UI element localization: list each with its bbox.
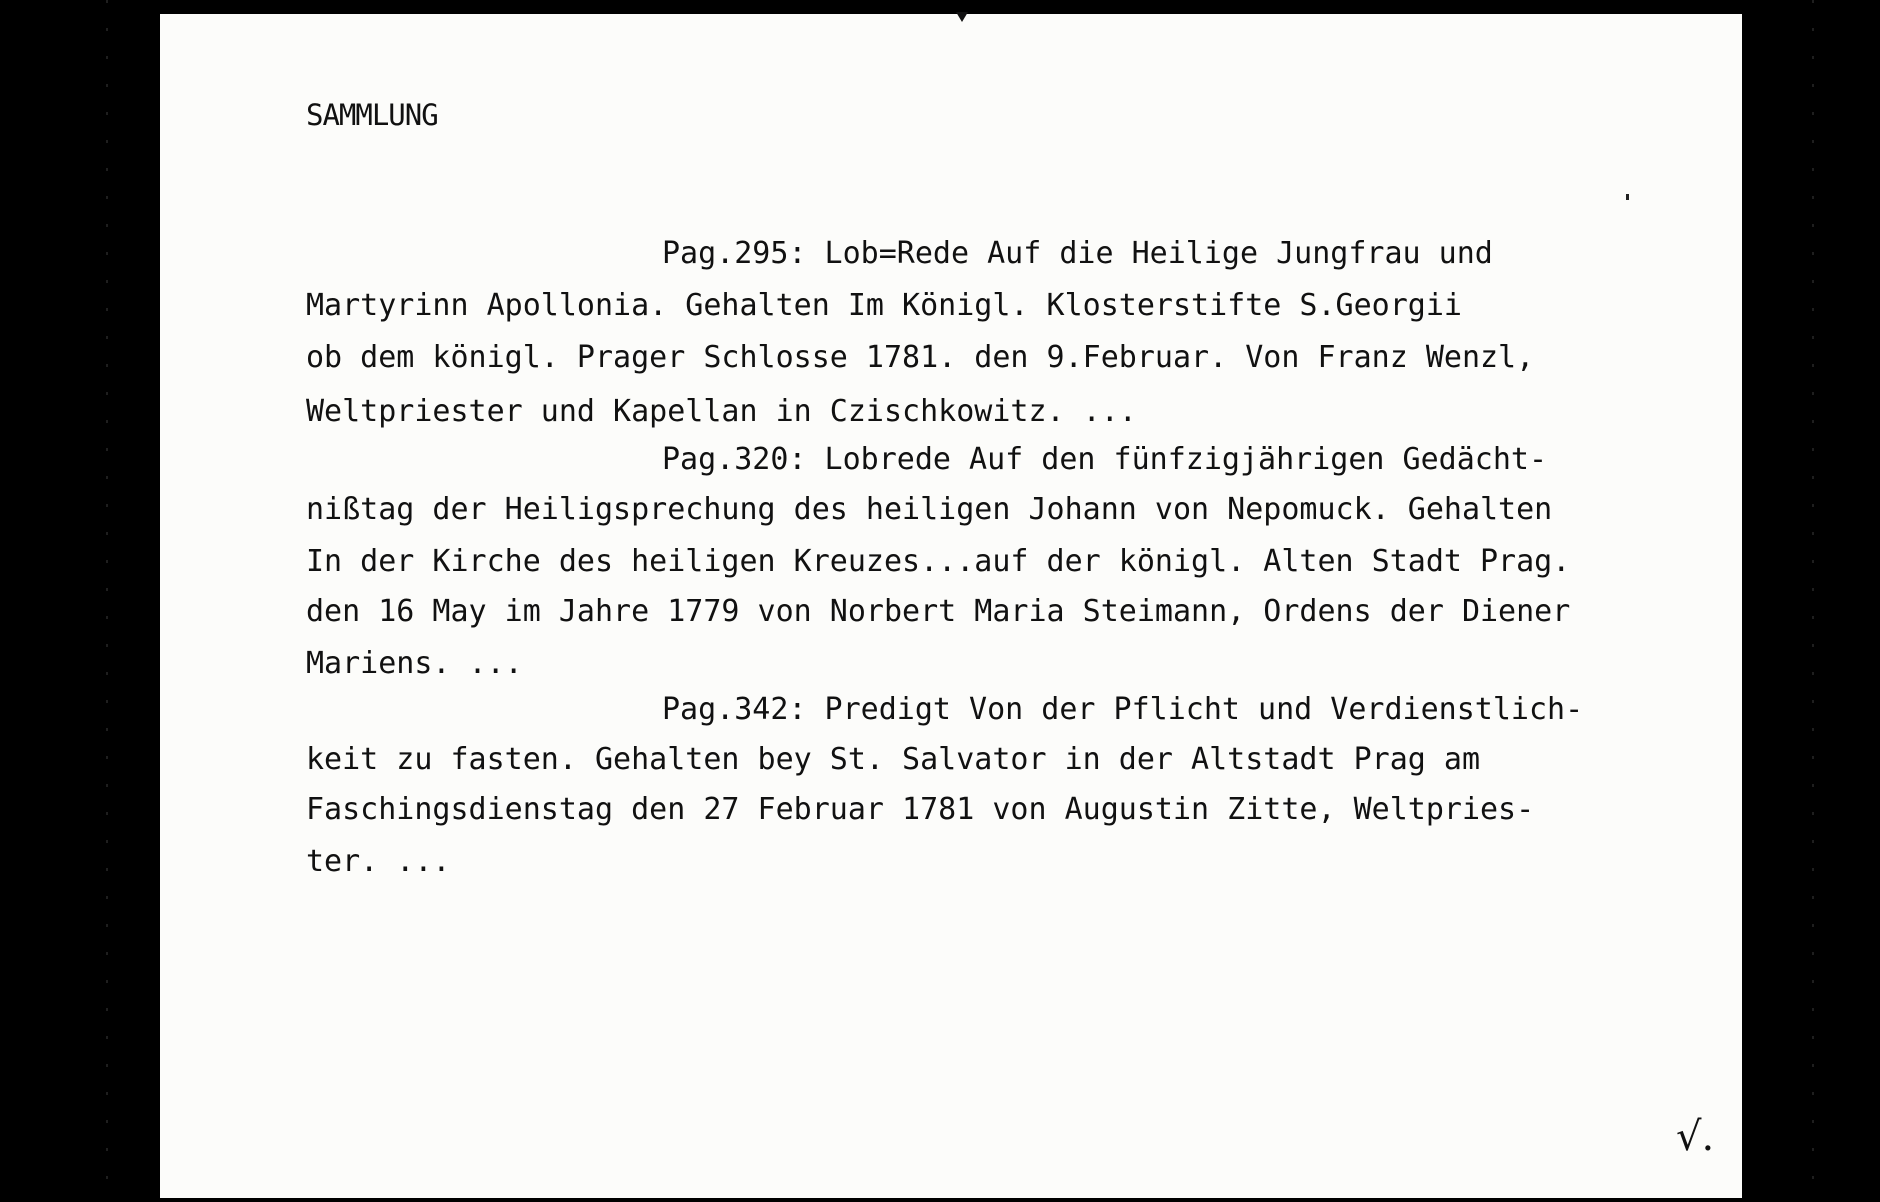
index-card: [160, 14, 1742, 1198]
entry-line: Faschingsdienstag den 27 Februar 1781 von Augustin Zitte, Weltpries-: [306, 792, 1535, 827]
right-film-edge: [1812, 0, 1814, 1202]
card-heading: SAMMLUNG: [306, 98, 438, 132]
entry-line: Pag.320: Lobrede Auf den fünfzigjährigen Gedächt-: [662, 442, 1548, 477]
corner-check-mark: √.: [1676, 1114, 1715, 1160]
card-notch-mark: [956, 12, 968, 22]
entry-line: Pag.295: Lob=Rede Auf die Heilige Jungfrau und: [662, 236, 1493, 271]
left-film-edge: [106, 0, 108, 1202]
entry-line: ob dem königl. Prager Schlosse 1781. den 9.Februar. Von Franz Wenzl,: [306, 340, 1535, 375]
entry-line: den 16 May im Jahre 1779 von Norbert Maria Steimann, Ordens der Diener: [306, 594, 1571, 629]
entry-line: In der Kirche des heiligen Kreuzes...auf der königl. Alten Stadt Prag.: [306, 544, 1571, 579]
ink-speck: [1626, 194, 1629, 200]
entry-line: Pag.342: Predigt Von der Pflicht und Verdienstlich-: [662, 692, 1584, 727]
entry-line: keit zu fasten. Gehalten bey St. Salvator in der Altstadt Prag am: [306, 742, 1480, 777]
entry-line: ter. ...: [306, 844, 451, 879]
entry-line: Mariens. ...: [306, 646, 523, 681]
entry-line: Weltpriester und Kapellan in Czischkowitz. ...: [306, 394, 1137, 429]
entry-line: Martyrinn Apollonia. Gehalten Im Königl. Klosterstifte S.Georgii: [306, 288, 1462, 323]
entry-line: nißtag der Heiligsprechung des heiligen Johann von Nepomuck. Gehalten: [306, 492, 1553, 527]
